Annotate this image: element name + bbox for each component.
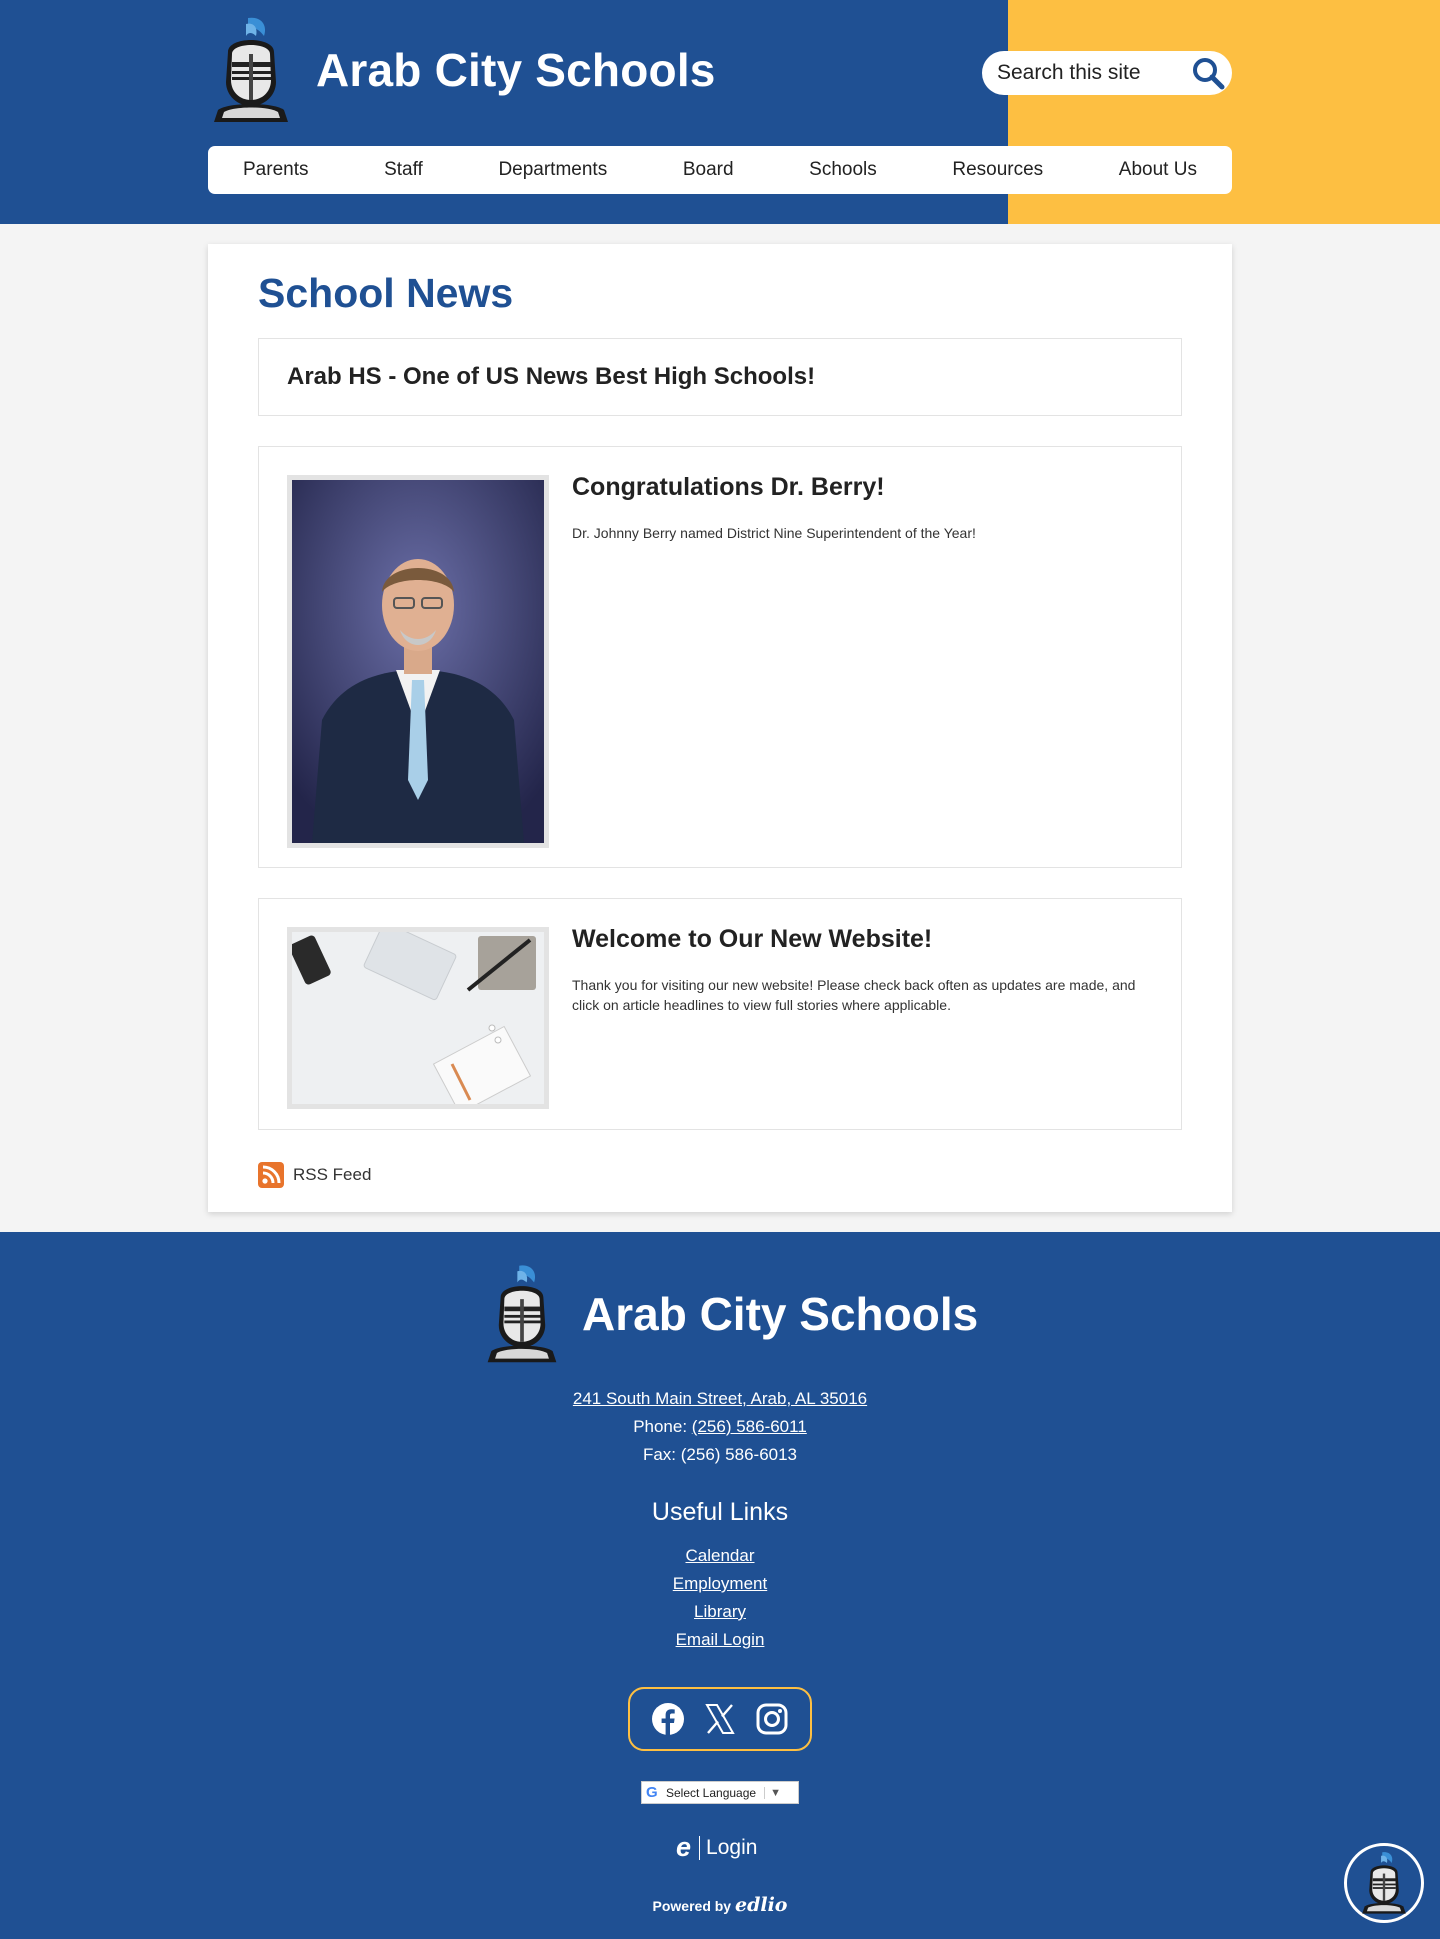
article-image[interactable]: [287, 475, 549, 848]
language-select-label: Select Language: [666, 1785, 757, 1800]
phone-link[interactable]: (256) 586-6011: [691, 1417, 807, 1436]
footer-address: [0, 1389, 1440, 1409]
search-input[interactable]: [997, 61, 1177, 85]
social-links: [628, 1687, 812, 1751]
rss-icon: [258, 1162, 284, 1188]
news-article: [258, 446, 1182, 868]
search-button[interactable]: [1188, 55, 1228, 91]
site-logo-link[interactable]: [208, 14, 716, 126]
site-title: Arab City Schools: [316, 44, 716, 96]
nav-item-about-us[interactable]: About Us: [1118, 159, 1197, 180]
article-summary: Thank you for visiting our new website! Please check back often as updates are made, and click on article headlines to view full stories where applicable.: [572, 977, 1136, 1013]
nav-item-staff[interactable]: Staff: [384, 159, 423, 180]
dropdown-arrow-icon: ▼: [764, 1787, 781, 1799]
nav-item-departments[interactable]: Departments: [498, 159, 608, 180]
powered-by[interactable]: [0, 1894, 1440, 1916]
login-label: Login: [706, 1835, 758, 1859]
search-box: [982, 51, 1232, 95]
news-card: [208, 244, 1232, 1212]
address-link[interactable]: 241 South Main Street, Arab, AL 35016: [572, 1389, 868, 1408]
footer-site-title: Arab City Schools: [582, 1288, 979, 1340]
portrait-photo-icon: [292, 480, 544, 843]
knight-logo-icon: [1358, 1850, 1410, 1916]
search-icon: [1191, 56, 1225, 90]
powered-by-label: Powered by: [652, 1898, 732, 1914]
nav-item-resources[interactable]: Resources: [952, 159, 1044, 180]
footer-phone: [0, 1417, 1440, 1437]
floating-knight-badge[interactable]: [1344, 1843, 1424, 1923]
language-select[interactable]: [641, 1781, 799, 1804]
google-icon: G: [646, 1784, 658, 1801]
news-article: [258, 898, 1182, 1130]
headline-title[interactable]: Arab HS - One of US News Best High Schools!: [287, 363, 816, 390]
useful-links-heading: Useful Links: [651, 1498, 789, 1526]
rss-feed-link[interactable]: [258, 1162, 371, 1188]
footer-link-email-login[interactable]: Email Login: [675, 1630, 765, 1649]
nav-item-schools[interactable]: Schools: [809, 159, 877, 180]
facebook-icon[interactable]: [650, 1701, 686, 1737]
article-image[interactable]: [287, 927, 549, 1109]
knight-logo-icon: [208, 14, 294, 126]
login-divider: [699, 1836, 700, 1860]
footer-fax: Fax: (256) 586-6013: [642, 1445, 798, 1464]
site-footer: [0, 1232, 1440, 1939]
main-nav: [208, 146, 1232, 194]
edlio-e-icon: e: [676, 1832, 692, 1862]
knight-logo-icon: [482, 1262, 562, 1366]
article-title[interactable]: Welcome to Our New Website!: [572, 925, 933, 953]
rss-label: RSS Feed: [293, 1165, 372, 1184]
footer-link-employment[interactable]: Employment: [672, 1574, 768, 1593]
login-link[interactable]: [676, 1832, 757, 1863]
edlio-brand: edlio: [735, 1894, 788, 1916]
nav-item-parents[interactable]: Parents: [243, 159, 309, 180]
page-title: School News: [258, 270, 514, 316]
article-summary: Dr. Johnny Berry named District Nine Superintendent of the Year!: [572, 525, 976, 541]
desk-photo-icon: [292, 932, 544, 1104]
headline-item[interactable]: [258, 338, 1182, 416]
phone-label: Phone:: [633, 1417, 692, 1436]
footer-link-calendar[interactable]: Calendar: [685, 1546, 755, 1565]
nav-item-board[interactable]: Board: [682, 159, 734, 180]
footer-link-library[interactable]: Library: [694, 1602, 746, 1621]
article-title[interactable]: Congratulations Dr. Berry!: [572, 473, 885, 501]
instagram-icon[interactable]: [754, 1701, 790, 1737]
x-icon[interactable]: [702, 1701, 738, 1737]
footer-logo-link[interactable]: [482, 1262, 978, 1366]
